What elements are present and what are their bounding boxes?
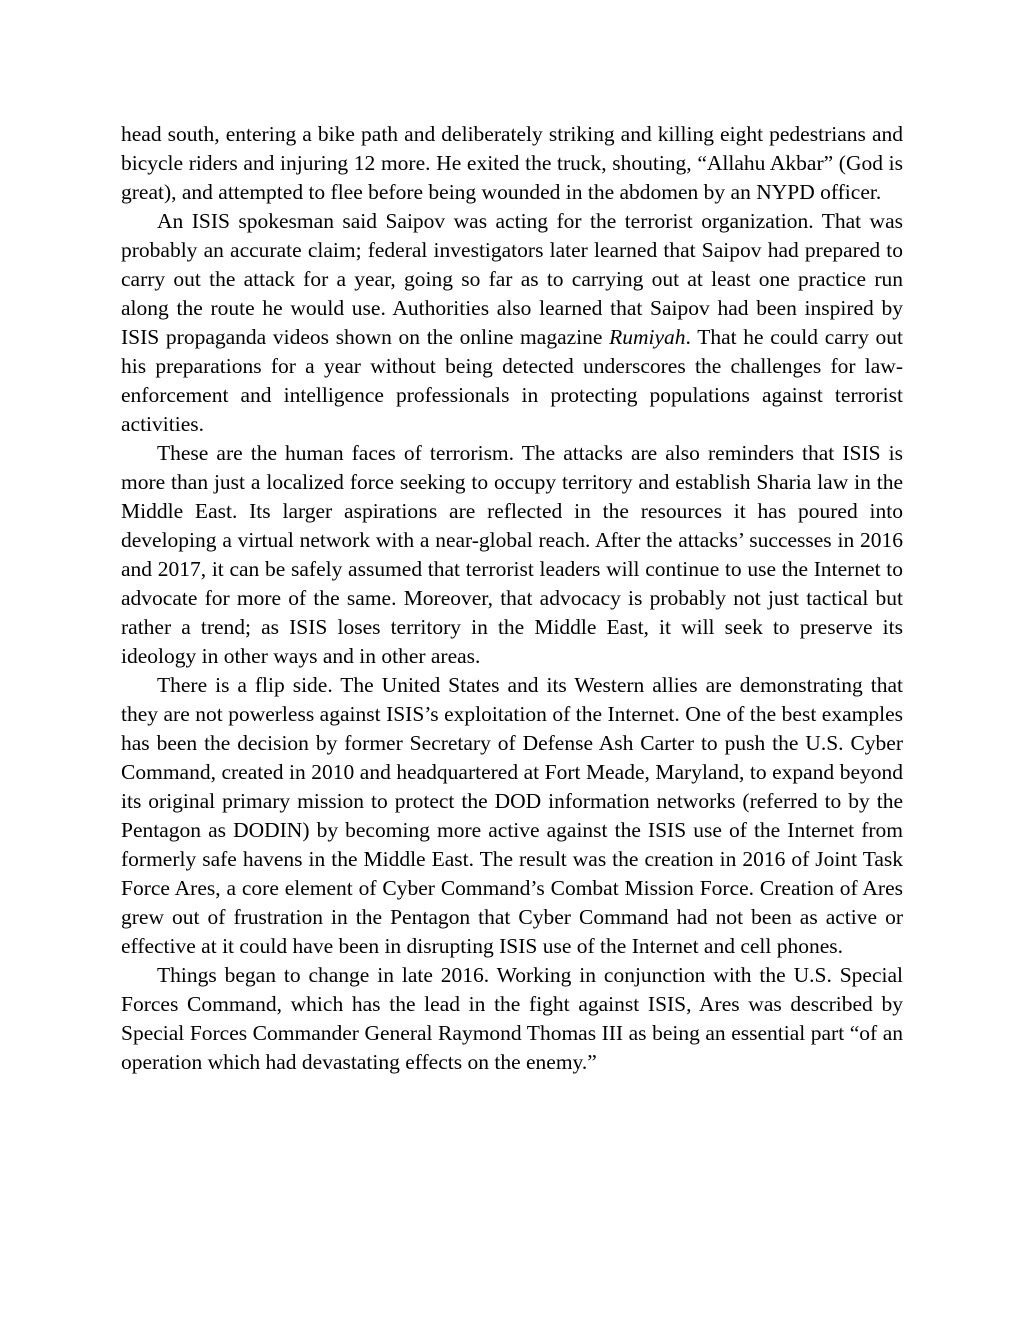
paragraph-5: Things began to change in late 2016. Working in conjunction with the U.S. Special Forces Command, which has the lead in the fight against ISIS, Ares was described by Special Forces Commander General Raymond Thomas III as being an essential part “of an operation which had devastating effects on the enemy.” bbox=[121, 963, 903, 1074]
paragraph-3: These are the human faces of terrorism. The attacks are also reminders that ISIS is more than just a localized force seeking to occupy territory and establish Sharia law in the Middle East. Its larger aspirations are reflected in the resources it has poured into developing a virtual network with a near-global reach. After the attacks’ successes in 2016 and 2017, it can be safely assumed that terrorist leaders will continue to use the Internet to advocate for more of the same. Moreover, that advocacy is probably not just tactical but rather a trend; as ISIS loses territory in the Middle East, it will seek to preserve its ideology in other ways and in other areas. bbox=[121, 441, 903, 668]
document-page bbox=[121, 120, 903, 1077]
magazine-title: Rumiyah bbox=[609, 325, 686, 349]
paragraph-4: There is a flip side. The United States and its Western allies are demonstrating that they are not powerless against ISIS’s exploitation of the Internet. One of the best examples has been the decision by former Secretary of Defense Ash Carter to push the U.S. Cyber Command, created in 2010 and headquartered at Fort Meade, Maryland, to expand beyond its original primary mission to protect the DOD information networks (referred to by the Pentagon as DODIN) by becoming more active against the ISIS use of the Internet from formerly safe havens in the Middle East. The result was the creation in 2016 of Joint Task Force Ares, a core element of Cyber Command’s Combat Mission Force. Creation of Ares grew out of frustration in the Pentagon that Cyber Command had not been as active or effective at it could have been in disrupting ISIS use of the Internet and cell phones. bbox=[121, 673, 903, 958]
paragraph-2 bbox=[121, 207, 903, 439]
paragraph-1: head south, entering a bike path and deliberately striking and killing eight pedestrians and bicycle riders and injuring 12 more. He exited the truck, shouting, “Allahu Akbar” (God is great), and attempted to flee before being wounded in the abdomen by an NYPD officer. bbox=[121, 122, 903, 204]
paragraph-2-text-after: . That he could carry out his preparations for a year without being detected underscores the challenges for law-enforcement and intelligence professionals in protecting populations against terrorist activities. bbox=[121, 325, 904, 436]
paragraph-2-text-before: An ISIS spokesman said Saipov was acting for the terrorist organization. That was probably an accurate claim; federal investigators later learned that Saipov had prepared to carry out the attack for a year, going so far as to carrying out at least one practice run along the route he would use. Authorities also learned that Saipov had been inspired by ISIS propaganda videos shown on the online magazine bbox=[121, 209, 903, 349]
